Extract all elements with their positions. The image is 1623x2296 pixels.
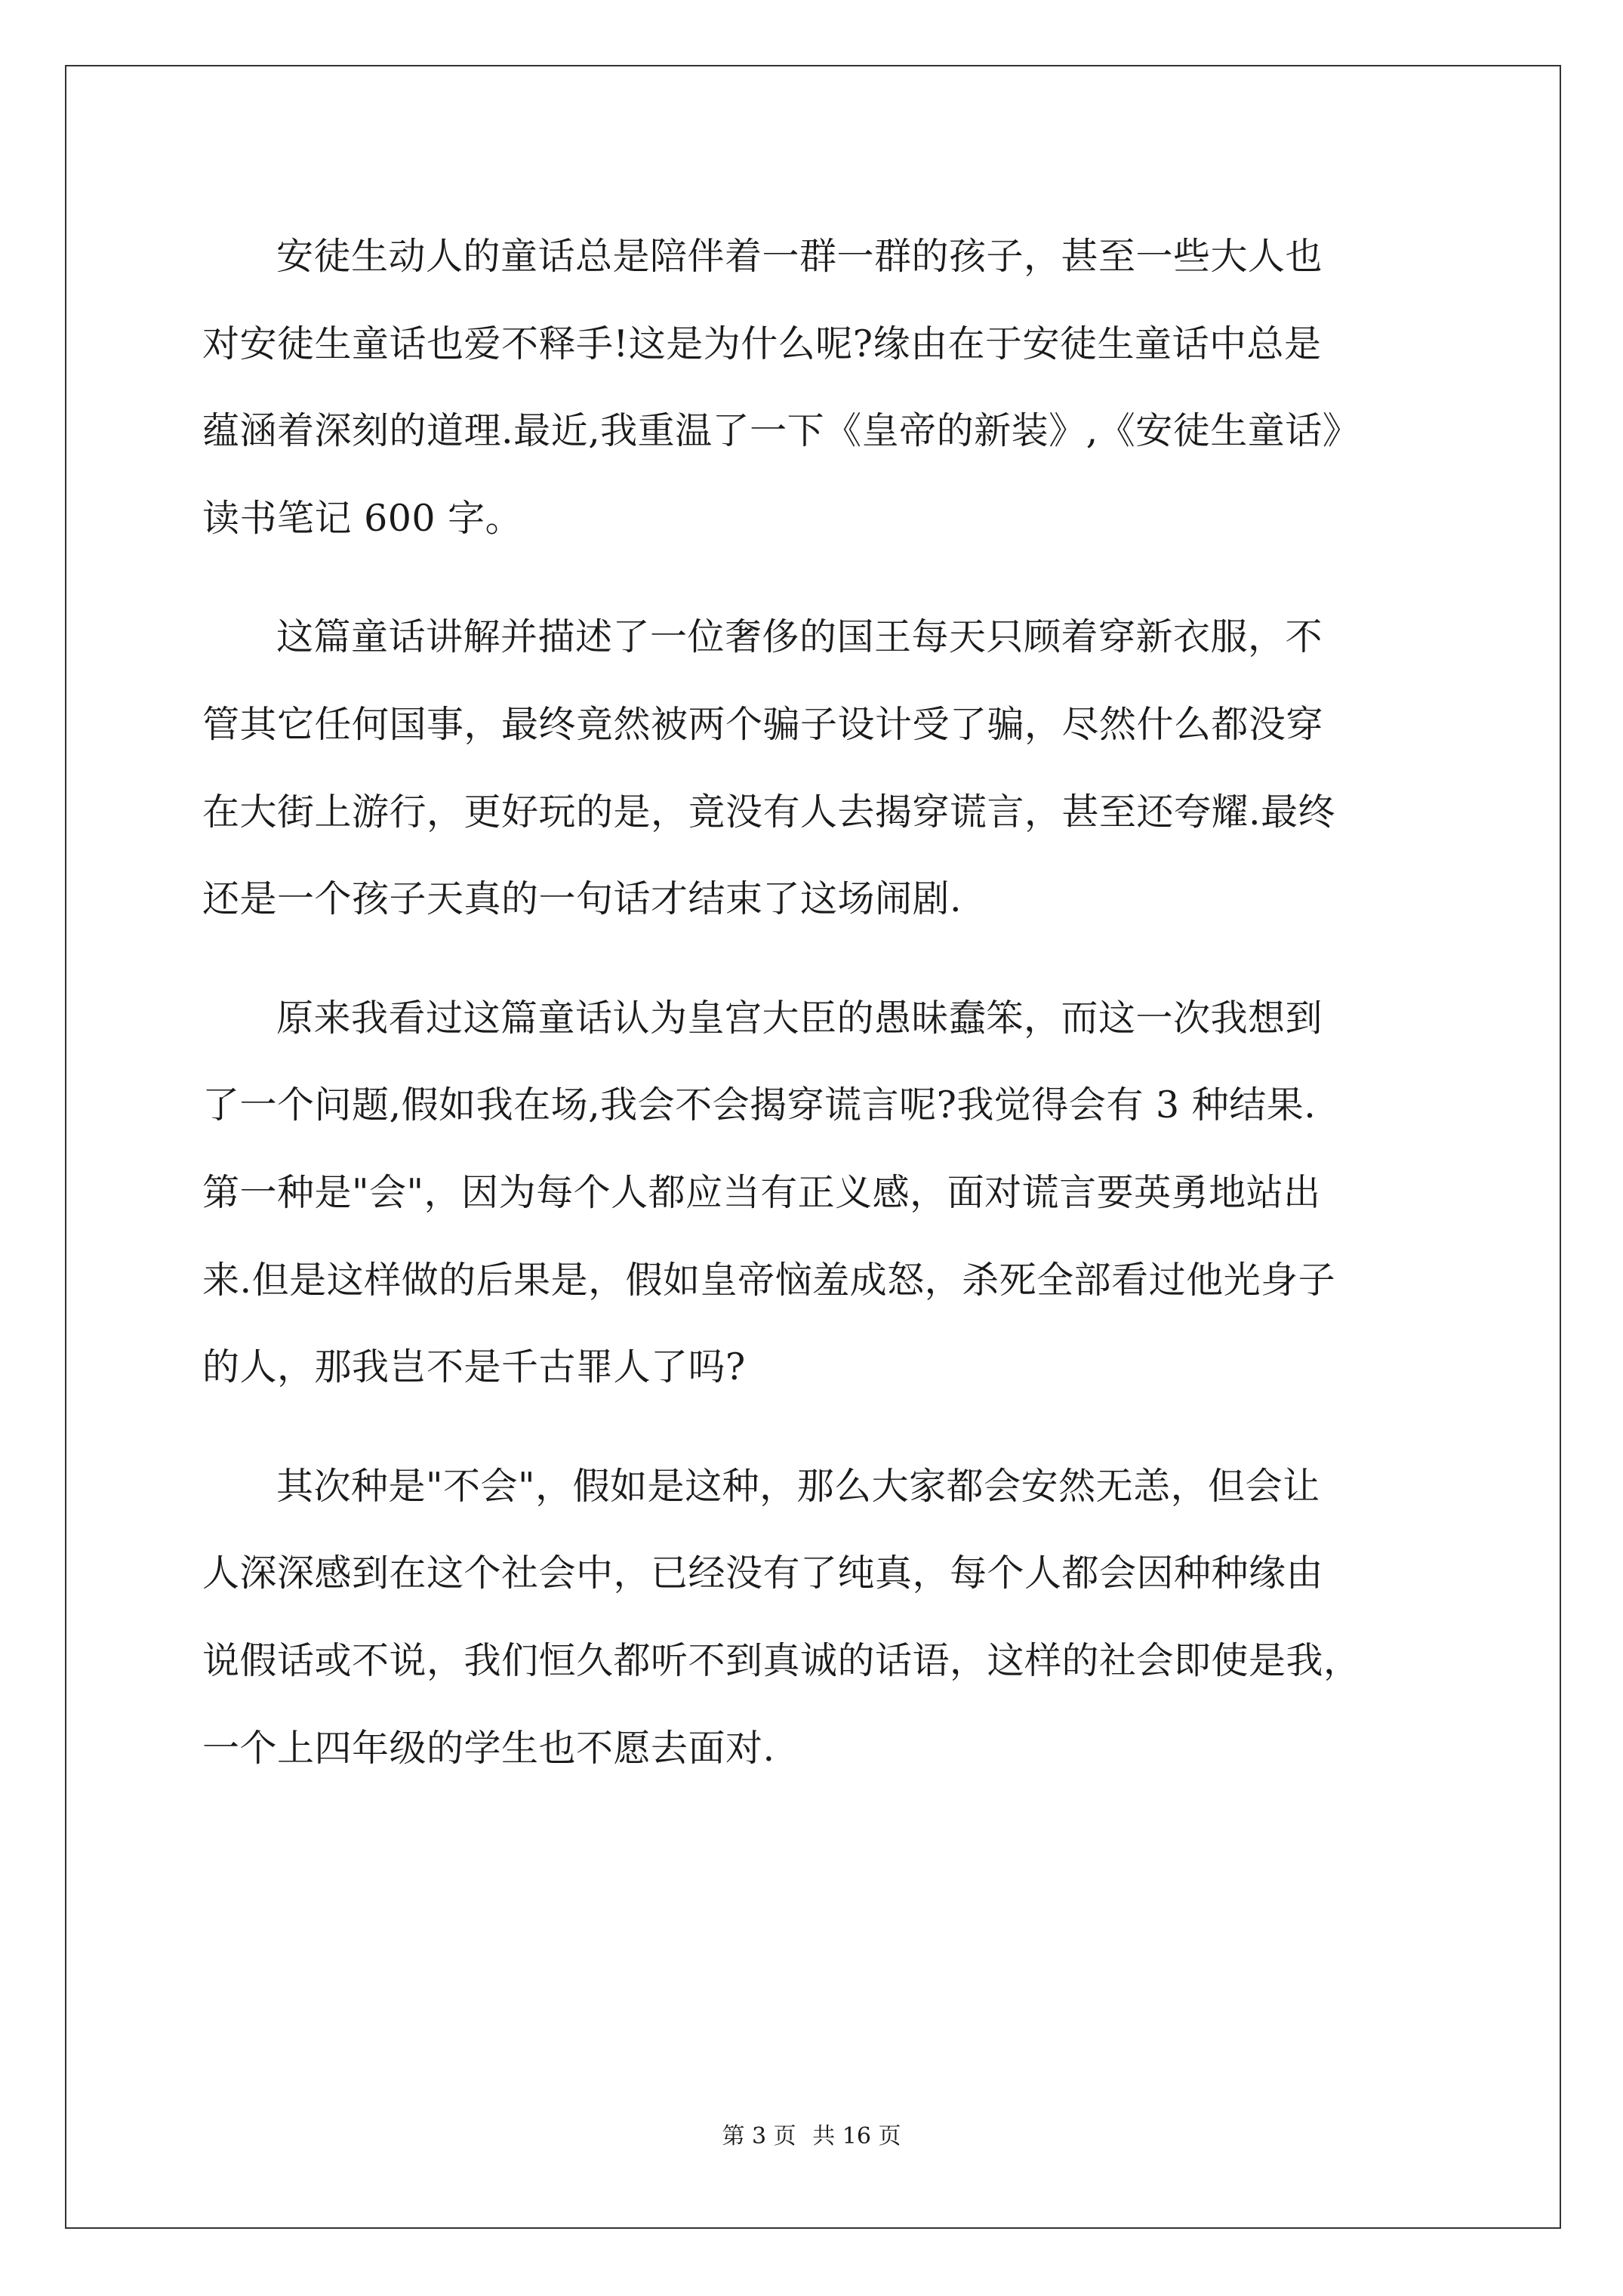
paragraph-line: 原来我看过这篇童话认为皇宫大臣的愚昧蠢笨，而这一次我想到	[276, 996, 1323, 1040]
paragraph-4	[202, 1443, 1434, 1792]
page-number: 第 3 页	[722, 2123, 796, 2150]
paragraph-line: 读书笔记 600 字。	[202, 496, 523, 540]
paragraph-line: 安徒生动人的童话总是陪伴着一群一群的孩子，甚至一些大人也	[276, 235, 1323, 278]
paragraph-3	[202, 975, 1434, 1411]
paragraph-line: 了一个问题,假如我在场,我会不会揭穿谎言呢?我觉得会有 3 种结果.	[202, 1083, 1317, 1127]
paragraph-line: 对安徒生童话也爱不释手!这是为什么呢?缘由在于安徒生童话中总是	[202, 322, 1322, 365]
paragraph-line: 来.但是这样做的后果是，假如皇帝恼羞成怒，杀死全部看过他光身子	[202, 1258, 1336, 1302]
paragraph-2	[202, 593, 1434, 942]
paragraph-line: 的人，那我岂不是千古罪人了吗?	[202, 1345, 746, 1389]
page-footer	[0, 2122, 1623, 2152]
paragraph-line: 其次种是"不会"，假如是这种，那么大家都会安然无恙，但会让	[276, 1464, 1320, 1508]
paragraph-line: 一个上四年级的学生也不愿去面对.	[202, 1726, 775, 1770]
paragraph-line: 管其它任何国事，最终竟然被两个骗子设计受了骗，尽然什么都没穿	[202, 702, 1324, 746]
document-body	[202, 213, 1434, 1823]
paragraph-line: 在大街上游行，更好玩的是，竟没有人去揭穿谎言，甚至还夸耀.最终	[202, 790, 1336, 834]
page-total: 共 16 页	[812, 2123, 901, 2150]
paragraph-line: 这篇童话讲解并描述了一位奢侈的国王每天只顾着穿新衣服，不	[276, 615, 1323, 659]
paragraph-line: 蕴涵着深刻的道理.最近,我重温了一下《皇帝的新装》,《安徒生童话》	[202, 409, 1360, 453]
paragraph-line: 还是一个孩子天真的一句话才结束了这场闹剧.	[202, 877, 962, 921]
paragraph-1	[202, 213, 1434, 562]
paragraph-line: 第一种是"会"，因为每个人都应当有正义感，面对谎言要英勇地站出	[202, 1170, 1321, 1214]
paragraph-line: 人深深感到在这个社会中，已经没有了纯真，每个人都会因种种缘由	[202, 1552, 1324, 1595]
paragraph-line: 说假话或不说，我们恒久都听不到真诚的话语，这样的社会即使是我，	[202, 1638, 1361, 1682]
